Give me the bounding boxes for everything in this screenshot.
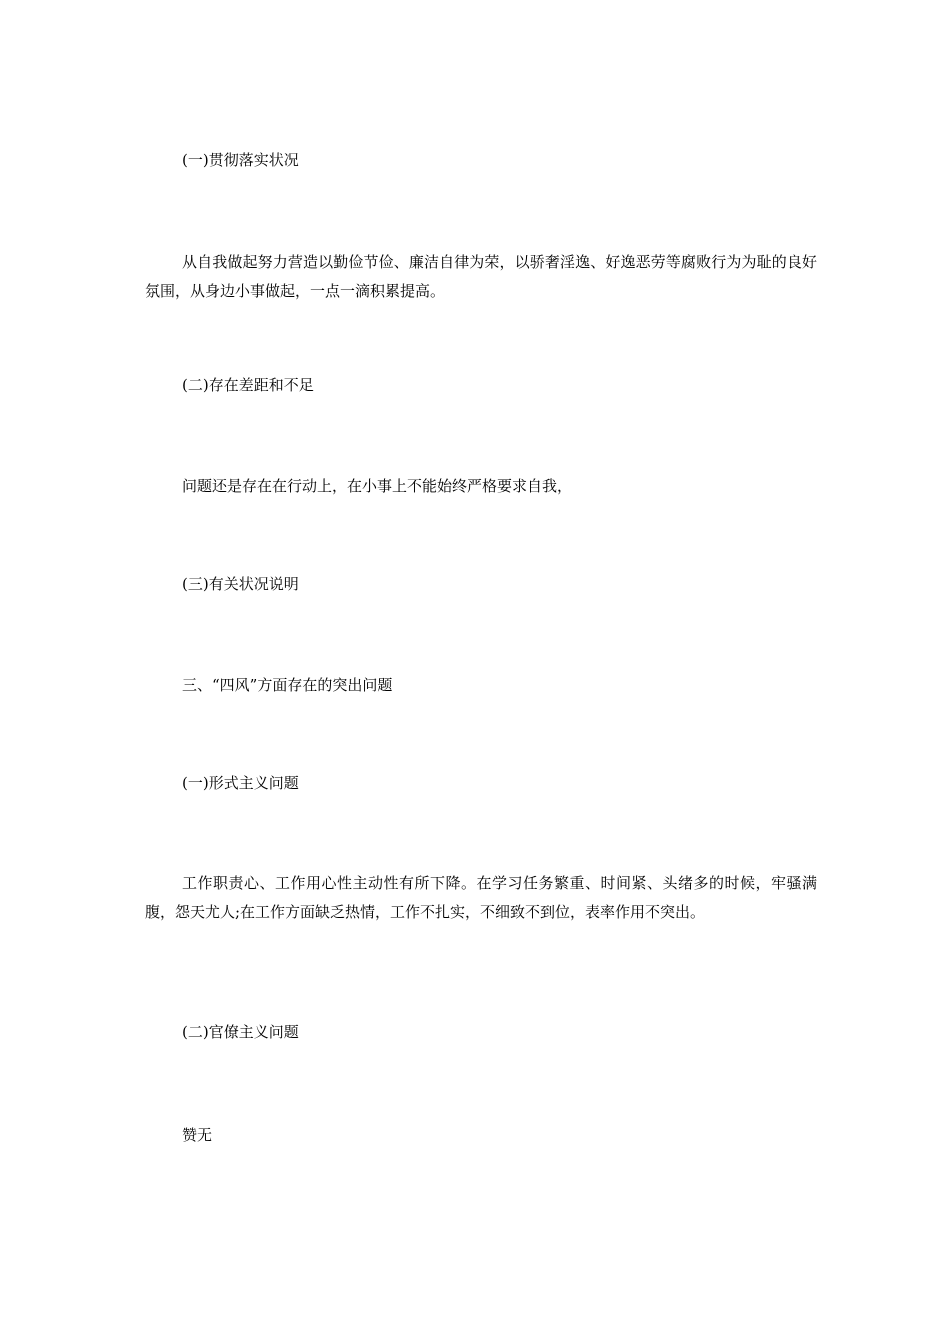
section-heading-four-winds: 三、“四风”方面存在的突出问题 bbox=[182, 676, 393, 694]
section-heading-bureaucratism: (二)官僚主义问题 bbox=[182, 1023, 299, 1041]
section-heading-related-explanation: (三)有关状况说明 bbox=[182, 575, 299, 593]
section-heading-formalism: (一)形式主义问题 bbox=[182, 774, 299, 792]
paragraph-implementation-body: 从自我做起努力营造以勤俭节俭、廉洁自律为荣，以骄奢淫逸、好逸恶劳等腐败行为为耻的良好氛围，从身边小事做起，一点一滴积累提高。 bbox=[145, 253, 817, 300]
paragraph-bureaucratism-body: 赞无 bbox=[182, 1126, 213, 1144]
section-heading-gaps: (二)存在差距和不足 bbox=[182, 376, 314, 394]
paragraph-gaps-body: 问题还是存在在行动上，在小事上不能始终严格要求自我， bbox=[182, 477, 573, 495]
section-heading-implementation: (一)贯彻落实状况 bbox=[182, 151, 299, 169]
paragraph-formalism-body: 工作职责心、工作用心性主动性有所下降。在学习任务繁重、时间紧、头绪多的时候，牢骚满腹，怨天尤人;在工作方面缺乏热情，工作不扎实，不细致不到位，表率作用不突出。 bbox=[145, 874, 817, 921]
